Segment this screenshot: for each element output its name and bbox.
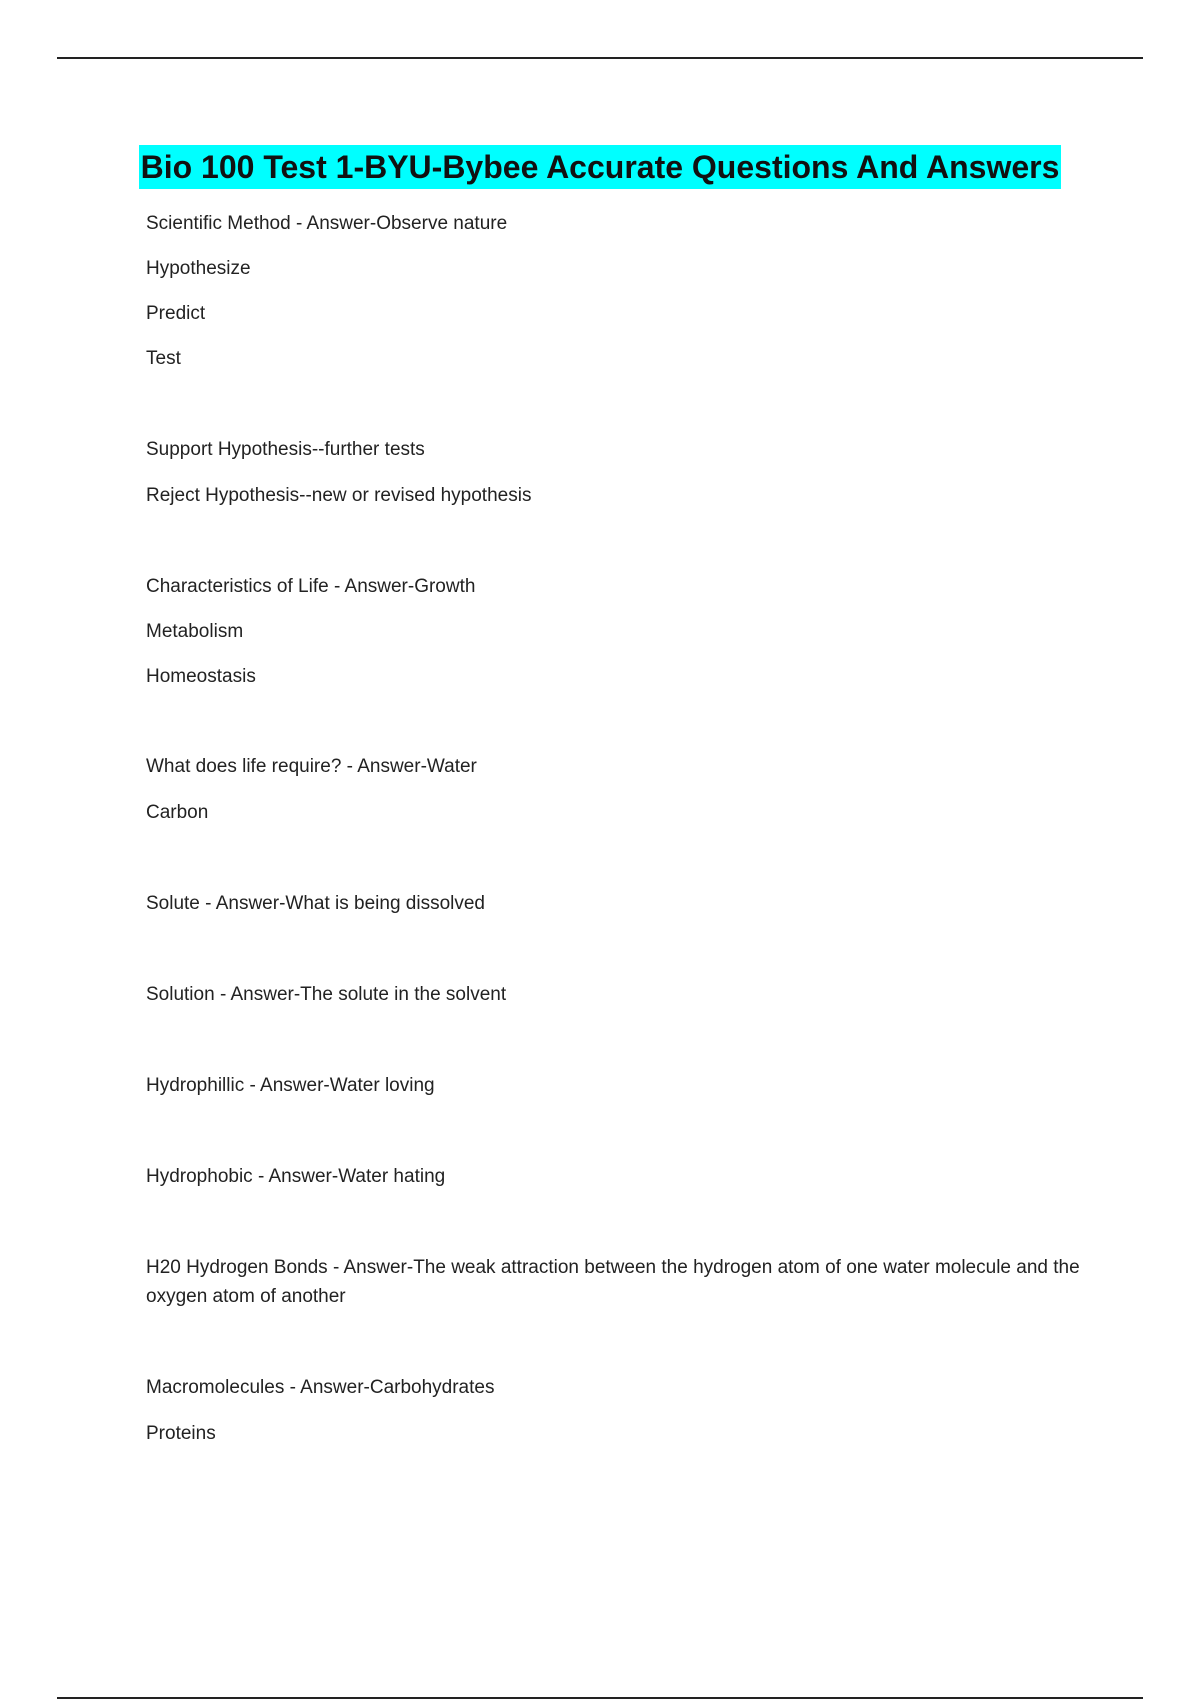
document-title: Bio 100 Test 1-BYU-Bybee Accurate Questions And Answers xyxy=(139,145,1062,189)
header-rule xyxy=(57,57,1143,59)
qa-line-support-hypothesis: Support Hypothesis--further tests xyxy=(146,439,425,460)
qa-line-hydrophobic: Hydrophobic - Answer-Water hating xyxy=(146,1166,446,1187)
qa-line-life-requires: What does life require? - Answer-Water xyxy=(146,756,477,777)
qa-line-solute: Solute - Answer-What is being dissolved xyxy=(146,893,485,914)
qa-line-metabolism: Metabolism xyxy=(146,621,244,642)
qa-line-macromolecules: Macromolecules - Answer-Carbohydrates xyxy=(146,1377,495,1398)
qa-line-carbon: Carbon xyxy=(146,802,209,823)
qa-line-test: Test xyxy=(146,348,181,369)
title-container xyxy=(0,145,1200,189)
qa-line-proteins: Proteins xyxy=(146,1423,216,1444)
qa-line-solution: Solution - Answer-The solute in the solvent xyxy=(146,984,507,1005)
qa-line-predict: Predict xyxy=(146,303,206,324)
qa-line-hydrophillic: Hydrophillic - Answer-Water loving xyxy=(146,1075,435,1096)
qa-line-homeostasis: Homeostasis xyxy=(146,666,256,687)
qa-line-scientific-method: Scientific Method - Answer-Observe nature xyxy=(146,213,508,234)
qa-line-reject-hypothesis: Reject Hypothesis--new or revised hypothesis xyxy=(146,485,532,506)
qa-line-characteristics-of-life: Characteristics of Life - Answer-Growth xyxy=(146,576,476,597)
qa-line-hypothesize: Hypothesize xyxy=(146,258,251,279)
qa-line-hydrogen-bonds: H20 Hydrogen Bonds - Answer-The weak attraction between the hydrogen atom of one water molecule and the oxygen atom of another xyxy=(146,1257,1080,1307)
footer-rule xyxy=(57,1697,1143,1699)
